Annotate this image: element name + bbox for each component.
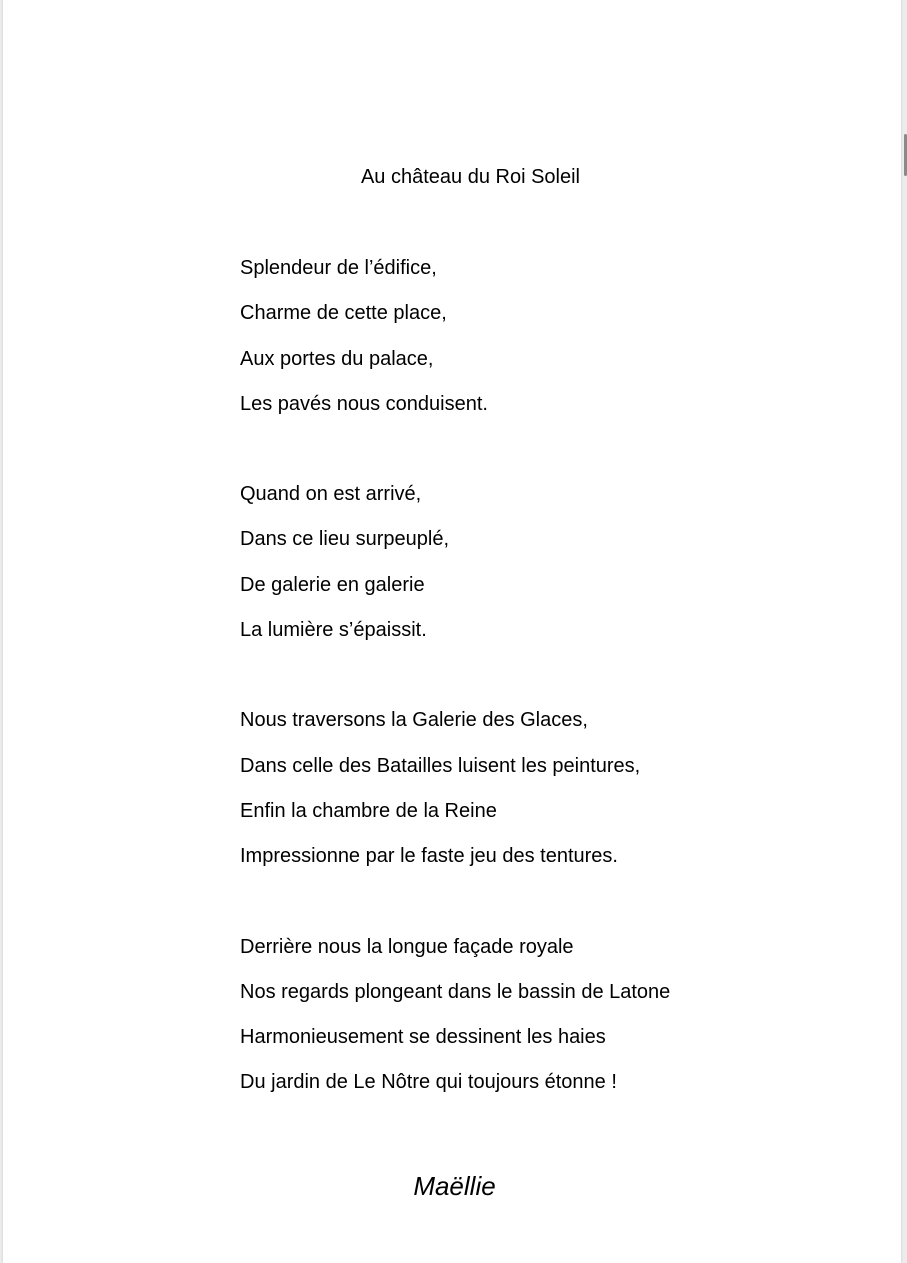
poem-line: Harmonieusement se dessinent les haies — [240, 1026, 606, 1049]
poem-line: Aux portes du palace, — [240, 347, 434, 370]
poem-line: Nos regards plongeant dans le bassin de Latone — [240, 980, 671, 1003]
poem-line: Du jardin de Le Nôtre qui toujours étonne ! — [240, 1071, 617, 1094]
poem-body — [240, 255, 670, 1160]
poem-line: Les pavés nous conduisent. — [240, 392, 488, 415]
poem-line: Charme de cette place, — [240, 302, 447, 325]
poem-line: Enfin la chambre de la Reine — [240, 799, 497, 822]
author-signature: Maëllie — [413, 1171, 496, 1201]
poem-line: La lumière s’épaissit. — [240, 619, 427, 642]
poem-title: Au château du Roi Soleil — [360, 166, 581, 188]
poem-line: Impressionne par le faste jeu des tentures. — [240, 845, 618, 868]
poem-line: Dans ce lieu surpeuplé, — [240, 528, 450, 551]
stanza-2 — [240, 481, 670, 662]
stanza-1 — [240, 255, 670, 436]
poem-line: Splendeur de l’édifice, — [240, 257, 437, 279]
poem-line: De galerie en galerie — [240, 573, 425, 596]
poem-line: Quand on est arrivé, — [240, 483, 422, 506]
stanza-4 — [240, 934, 670, 1115]
stanza-3 — [240, 707, 670, 888]
poem-line: Nous traversons la Galerie des Glaces, — [240, 709, 588, 732]
document-page — [3, 0, 901, 1263]
poem-line: Dans celle des Batailles luisent les peintures, — [240, 754, 641, 777]
poem-line: Derrière nous la longue façade royale — [240, 935, 574, 958]
